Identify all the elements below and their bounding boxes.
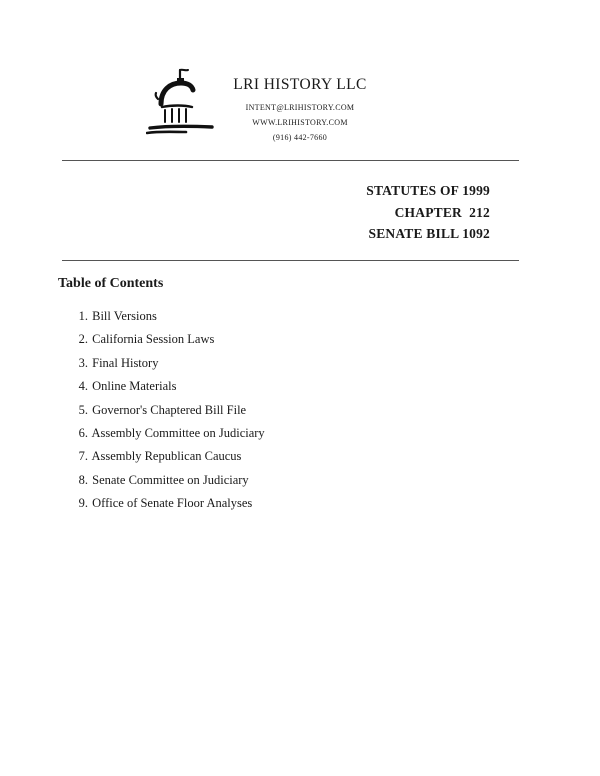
toc-item <box>58 375 265 398</box>
toc-item <box>58 422 265 445</box>
toc-item-number: 3. <box>78 355 88 370</box>
toc-item-number: 1. <box>78 309 88 323</box>
toc-item-number: 6. <box>78 425 88 440</box>
statute-chapter: CHAPTER 212 <box>394 204 490 220</box>
toc-item <box>58 399 265 422</box>
toc-item-number: 9. <box>78 496 88 511</box>
capitol-dome-icon <box>146 66 214 138</box>
toc-item-number: 8. <box>78 472 88 487</box>
toc-item <box>58 352 265 375</box>
toc-item-label: Office of Senate Floor Analyses <box>92 496 253 511</box>
company-name: LRI HISTORY LLC <box>233 76 367 93</box>
toc-list <box>58 305 265 516</box>
toc-item <box>58 305 265 328</box>
toc-item <box>58 492 265 515</box>
toc-item-number: 4. <box>78 379 88 394</box>
divider-top <box>62 160 519 161</box>
company-website: WWW.LRIHISTORY.COM <box>252 118 348 127</box>
statute-year: STATUTES OF 1999 <box>366 183 490 198</box>
toc-item-label: Final History <box>92 355 159 370</box>
company-block <box>220 76 380 145</box>
divider-bottom <box>62 260 519 261</box>
toc-item-label: Bill Versions <box>92 309 157 323</box>
toc-item-label: Online Materials <box>92 379 177 394</box>
toc-item <box>58 445 265 468</box>
toc-item-label: Governor's Chaptered Bill File <box>92 402 247 417</box>
toc-item-label: California Session Laws <box>92 332 215 347</box>
toc-item <box>58 328 265 351</box>
statute-block <box>366 180 490 245</box>
toc-item-number: 2. <box>78 332 88 347</box>
toc-item-number: 7. <box>78 449 88 464</box>
toc-item-label: Assembly Republican Caucus <box>91 449 242 464</box>
toc-item-label: Assembly Committee on Judiciary <box>91 425 265 440</box>
toc-title: Table of Contents <box>58 276 164 291</box>
toc-item-label: Senate Committee on Judiciary <box>92 472 249 487</box>
toc-item-number: 5. <box>78 402 88 417</box>
company-phone: (916) 442-7660 <box>272 133 328 142</box>
statute-bill: SENATE BILL 1092 <box>368 226 490 241</box>
toc-item <box>58 469 265 492</box>
company-email: INTENT@LRIHISTORY.COM <box>245 103 355 112</box>
